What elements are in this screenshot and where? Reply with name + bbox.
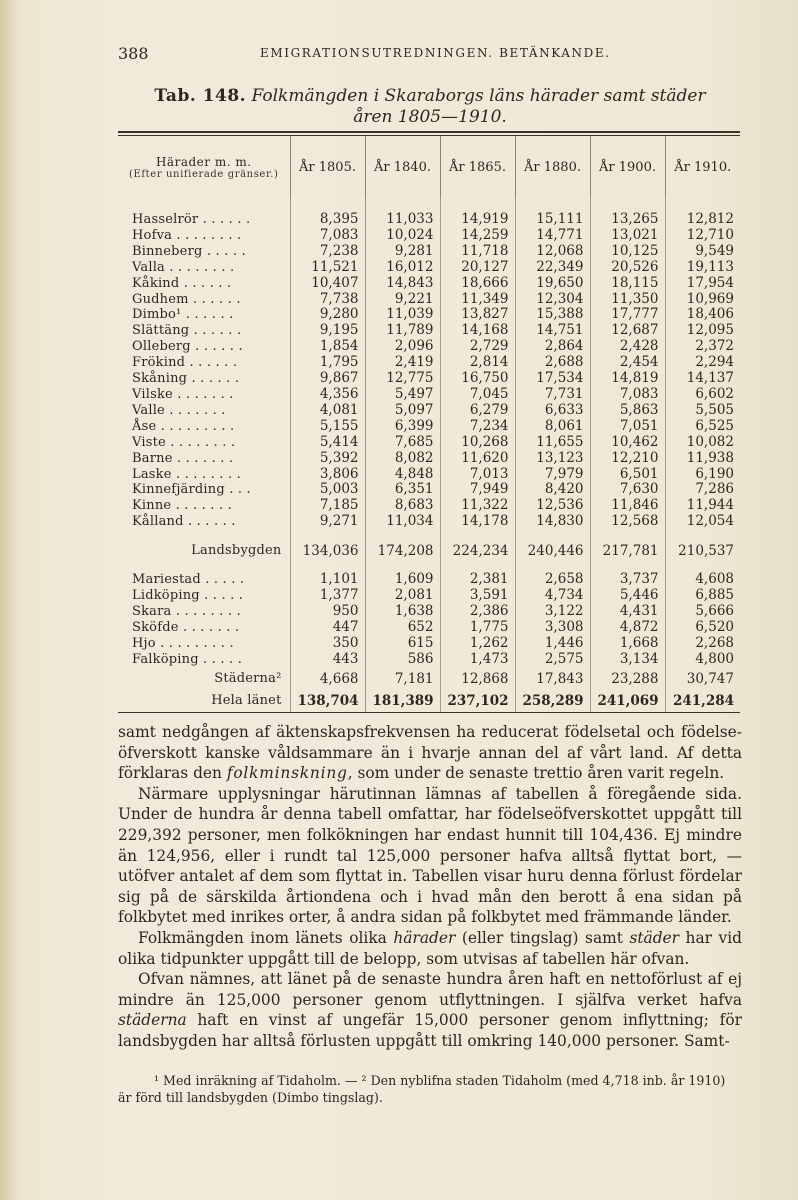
header-year: År 1805. [290,136,365,198]
table-header-row [118,136,740,198]
population-cell: 16,012 [365,260,440,276]
population-cell: 7,083 [590,387,665,403]
population-cell: 9,280 [290,307,365,323]
footnote-text: ¹ Med inräkning af Tidaholm. — ² Den nyblifna staden Tidaholm (med 4,718 inb. år 1910) är förd till landsbygden (Dimbo tingslag). [118,1073,726,1105]
population-cell: 12,536 [515,498,590,514]
population-cell: 14,771 [515,228,590,244]
population-cell: 18,406 [665,307,740,323]
population-cell: 6,501 [590,467,665,483]
text-run: har vid olika tidpunkter uppgått till de belopp, som utvisas af tabellen här ofvan. [118,928,742,968]
population-cell: 16,750 [440,371,515,387]
row-name: Hjo . . . . . . . . . [132,635,234,651]
spacer-cell [290,198,365,212]
population-cell: 9,271 [290,514,365,530]
row-name: Skara . . . . . . . . [132,603,241,619]
population-cell: 7,045 [440,387,515,403]
population-cell: 2,268 [665,636,740,652]
row-name: Städerna² [214,670,282,686]
population-cell: 6,520 [665,620,740,636]
harad-row [118,355,740,371]
population-cell: 20,526 [590,260,665,276]
population-cell: 11,718 [440,244,515,260]
spacer-cell [118,198,290,212]
spacer-cell [118,562,290,572]
population-cell: 241,069 [590,690,665,712]
population-cell: 7,685 [365,435,440,451]
header-year: År 1910. [665,136,740,198]
emphasis: städerna [118,1011,187,1030]
emphasis: folkminskning [226,764,348,783]
population-cell: 4,848 [365,467,440,483]
row-name: Kinnefjärding . . . [132,482,251,498]
footnote [118,1072,742,1106]
population-cell: 2,688 [515,355,590,371]
population-cell: 10,024 [365,228,440,244]
population-cell: 7,185 [290,498,365,514]
population-cell: 5,863 [590,403,665,419]
population-cell: 11,034 [365,514,440,530]
population-cell: 5,446 [590,588,665,604]
population-cell: 10,125 [590,244,665,260]
table-bottom-rule [118,712,740,713]
spacer-cell [665,198,740,212]
row-name: Åse . . . . . . . . . [132,418,235,434]
header-year: År 1880. [515,136,590,198]
population-cell: 3,134 [590,652,665,668]
population-cell: 447 [290,620,365,636]
population-cell: 14,259 [440,228,515,244]
row-name: Frökind . . . . . . [132,355,238,371]
population-cell: 224,234 [440,540,515,562]
population-cell: 1,854 [290,339,365,355]
text-run: haft en vinst af ungefär 15,000 personer genom inflyttning; för landsbygden har alltså förlusten uppgått till omkring 140,000 personer. Samt- [118,1011,742,1050]
population-cell: 18,115 [590,276,665,292]
paragraph [118,969,742,1051]
population-cell: 5,392 [290,451,365,467]
stad-row [118,636,740,652]
population-cell: 3,308 [515,620,590,636]
population-cell: 2,864 [515,339,590,355]
population-cell: 217,781 [590,540,665,562]
population-cell: 13,021 [590,228,665,244]
emphasis: städer [629,928,680,947]
harad-row [118,228,740,244]
population-cell: 1,795 [290,355,365,371]
staderna-row [118,668,740,690]
population-cell: 14,137 [665,371,740,387]
spacer-cell [515,198,590,212]
population-cell: 240,446 [515,540,590,562]
population-cell: 15,388 [515,307,590,323]
header-year: År 1900. [590,136,665,198]
population-cell: 12,812 [665,212,740,228]
header-name-line2: (Efter unifierade gränser.) [128,168,279,180]
row-name: Skåning . . . . . . [132,371,240,387]
population-cell: 12,095 [665,323,740,339]
population-cell: 5,003 [290,482,365,498]
population-cell: 3,591 [440,588,515,604]
population-cell: 4,734 [515,588,590,604]
population-cell: 20,127 [440,260,515,276]
population-cell: 12,710 [665,228,740,244]
table-title-line1: Folkmängden i Skaraborgs läns härader samt städer [251,86,706,106]
population-cell: 14,819 [590,371,665,387]
population-cell: 12,687 [590,323,665,339]
population-cell: 15,111 [515,212,590,228]
population-cell: 11,350 [590,292,665,308]
harad-row [118,387,740,403]
paragraph [118,722,742,784]
harad-row [118,339,740,355]
harad-row [118,451,740,467]
row-name: Valle . . . . . . . [132,402,226,418]
population-cell: 12,210 [590,451,665,467]
population-cell: 4,668 [290,668,365,690]
population-cell: 8,395 [290,212,365,228]
page-number: 388 [118,44,149,63]
population-cell: 11,039 [365,307,440,323]
population-cell: 3,122 [515,604,590,620]
row-name: Laske . . . . . . . . [132,466,241,482]
population-cell: 134,036 [290,540,365,562]
population-cell: 4,800 [665,652,740,668]
table-top-rule [118,131,740,133]
population-cell: 7,238 [290,244,365,260]
row-name: Sköfde . . . . . . . [132,619,240,635]
population-cell: 7,234 [440,419,515,435]
harad-row [118,307,740,323]
spacer-cell [440,530,515,540]
population-cell: 12,868 [440,668,515,690]
row-name: Hela länet [211,692,282,708]
population-cell: 2,658 [515,572,590,588]
text-run: Ofvan nämnes, att länet på de senaste hundra åren haft en nettoförlust af ej mindre än 125,000 personer genom utflyttningen. I själfva verket hafva [118,970,742,1009]
stad-row [118,588,740,604]
population-cell: 9,195 [290,323,365,339]
population-cell: 1,377 [290,588,365,604]
population-cell: 6,399 [365,419,440,435]
body-text [118,722,742,1052]
population-cell: 10,268 [440,435,515,451]
population-cell: 9,281 [365,244,440,260]
population-table [118,131,740,713]
population-cell: 14,830 [515,514,590,530]
hela-lanet-row [118,690,740,712]
population-cell: 6,279 [440,403,515,419]
row-name: Valla . . . . . . . . [132,259,235,275]
population-cell: 2,729 [440,339,515,355]
text-run: (eller tingslag) samt [455,928,630,947]
population-cell: 1,775 [440,620,515,636]
population-cell: 9,549 [665,244,740,260]
population-cell: 5,505 [665,403,740,419]
population-cell: 4,431 [590,604,665,620]
population-cell: 6,525 [665,419,740,435]
harad-row [118,403,740,419]
stad-row [118,604,740,620]
header-name-line1: Härader m. m. [155,154,252,169]
population-cell: 1,638 [365,604,440,620]
population-cell: 10,462 [590,435,665,451]
stad-row [118,620,740,636]
population-cell: 11,789 [365,323,440,339]
row-name: Hofva . . . . . . . . [132,227,242,243]
population-cell: 7,630 [590,482,665,498]
spacer-cell [515,530,590,540]
row-name: Dimbo¹ . . . . . . [132,307,234,323]
population-cell: 13,265 [590,212,665,228]
population-cell: 3,806 [290,467,365,483]
population-cell: 237,102 [440,690,515,712]
population-cell: 2,575 [515,652,590,668]
harad-row [118,276,740,292]
population-cell: 1,446 [515,636,590,652]
population-cell: 586 [365,652,440,668]
population-cell: 14,751 [515,323,590,339]
population-cell: 2,381 [440,572,515,588]
paragraph [118,928,742,969]
population-cell: 17,843 [515,668,590,690]
population-cell: 17,534 [515,371,590,387]
row-name: Hasselrör . . . . . . [132,212,251,227]
population-cell: 7,738 [290,292,365,308]
population-cell: 9,867 [290,371,365,387]
row-name: Lidköping . . . . . [132,588,244,604]
harad-row [118,467,740,483]
population-cell: 7,949 [440,482,515,498]
text-run: , som under de senaste trettio åren varit regeln. [347,764,725,783]
population-cell: 8,082 [365,451,440,467]
spacer-cell [440,198,515,212]
population-cell: 6,633 [515,403,590,419]
harad-row [118,212,740,228]
spacer-cell [590,198,665,212]
population-cell: 11,944 [665,498,740,514]
population-cell: 14,843 [365,276,440,292]
population-cell: 2,081 [365,588,440,604]
row-name: Vilske . . . . . . . [132,386,234,402]
harad-row [118,244,740,260]
population-cell: 12,068 [515,244,590,260]
row-name: Falköping . . . . . [132,651,243,667]
population-cell: 11,938 [665,451,740,467]
spacer-cell [290,530,365,540]
population-cell: 4,081 [290,403,365,419]
population-cell: 18,666 [440,276,515,292]
population-cell: 174,208 [365,540,440,562]
running-title: EMIGRATIONSUTREDNINGEN. BETÄNKANDE. [260,46,611,60]
spacer-row [118,530,740,540]
population-cell: 11,521 [290,260,365,276]
paragraph: Närmare upplysningar härutinnan lämnas af tabellen å föregående sida. Under de hundra år denna tabell omfattar, har födelseöfverskottet uppgått till 229,392 personer, men folkökningen har endast hunnit till 104,436. Ej mindre än 124,956, eller i rundt tal 125,000 personer hafva alltså flyttat bort, — utöfver antalet af dem som flyttat in. Tabellen visar huru denna förlust fördelar sig på de särskilda årtiondena och i hvad mån den berott å ena sidan på folkbytet med inrikes orter, å andra sidan på folkbytet med främmande länder. [118,784,742,927]
population-cell: 7,979 [515,467,590,483]
population-cell: 10,969 [665,292,740,308]
population-cell: 23,288 [590,668,665,690]
landsbygden-row [118,540,740,562]
header-name-column [118,136,290,198]
population-cell: 5,497 [365,387,440,403]
running-head [118,44,738,64]
row-name: Viste . . . . . . . . [132,434,236,450]
table-title-line2: åren 1805—1910. [353,107,507,127]
population-cell: 14,168 [440,323,515,339]
population-cell: 6,602 [665,387,740,403]
population-cell: 1,262 [440,636,515,652]
population-cell: 7,731 [515,387,590,403]
population-cell: 258,289 [515,690,590,712]
text-run: Folkmängden inom länets olika [138,928,394,947]
population-cell: 12,054 [665,514,740,530]
population-cell: 1,609 [365,572,440,588]
population-cell: 14,178 [440,514,515,530]
population-cell: 11,620 [440,451,515,467]
population-cell: 350 [290,636,365,652]
population-cell: 1,668 [590,636,665,652]
page-edge [0,0,16,1200]
population-cell: 9,221 [365,292,440,308]
population-cell: 19,113 [665,260,740,276]
population-cell: 8,420 [515,482,590,498]
population-cell: 615 [365,636,440,652]
population-cell: 12,568 [590,514,665,530]
spacer-cell [590,530,665,540]
stad-row [118,572,740,588]
population-cell: 2,419 [365,355,440,371]
population-cell: 4,608 [665,572,740,588]
header-year: År 1840. [365,136,440,198]
row-name: Kinne . . . . . . . [132,498,232,514]
harad-row [118,260,740,276]
row-name: Mariestad . . . . . [132,572,245,588]
population-cell: 17,954 [665,276,740,292]
population-cell: 2,372 [665,339,740,355]
population-cell: 6,885 [665,588,740,604]
population-cell: 13,827 [440,307,515,323]
population-cell: 14,919 [440,212,515,228]
stad-row [118,652,740,668]
row-name: Slättäng . . . . . . [132,323,242,339]
harad-row [118,482,740,498]
population-cell: 11,846 [590,498,665,514]
text-run: samt nedgången af äktenskapsfrekvensen ha reducerat födelsetal och födelseöfverskott kanske våldsammare än i hvarje annan del af vårt land. Af detta förklaras den [118,723,742,783]
population-cell: 12,304 [515,292,590,308]
population-cell: 2,096 [365,339,440,355]
population-cell: 4,872 [590,620,665,636]
row-name: Landsbygden [191,543,282,559]
population-cell: 2,428 [590,339,665,355]
population-cell: 7,013 [440,467,515,483]
population-cell: 1,101 [290,572,365,588]
emphasis: härader [393,928,456,947]
population-cell: 17,777 [590,307,665,323]
population-cell: 210,537 [665,540,740,562]
population-cell: 7,181 [365,668,440,690]
spacer-row [118,198,740,212]
population-cell: 4,356 [290,387,365,403]
population-cell: 11,349 [440,292,515,308]
population-cell: 652 [365,620,440,636]
row-name: Barne . . . . . . . [132,450,234,466]
population-cell: 1,473 [440,652,515,668]
harad-row [118,514,740,530]
population-cell: 2,814 [440,355,515,371]
population-cell: 7,051 [590,419,665,435]
population-cell: 181,389 [365,690,440,712]
spacer-cell [665,530,740,540]
row-name: Olleberg . . . . . . [132,339,243,355]
population-cell: 3,737 [590,572,665,588]
population-cell: 7,083 [290,228,365,244]
row-name: Binneberg . . . . . [132,243,246,259]
harad-row [118,419,740,435]
population-cell: 6,190 [665,467,740,483]
population-cell: 12,775 [365,371,440,387]
population-cell: 11,655 [515,435,590,451]
population-cell: 443 [290,652,365,668]
row-name: Kålland . . . . . . [132,514,236,530]
population-cell: 10,407 [290,276,365,292]
header-year: År 1865. [440,136,515,198]
spacer-cell [365,530,440,540]
population-cell: 11,322 [440,498,515,514]
table-label: Tab. 148. [154,86,247,106]
harad-row [118,435,740,451]
spacer-cell [118,530,290,540]
table-caption [110,86,750,128]
population-cell: 13,123 [515,451,590,467]
population-cell: 22,349 [515,260,590,276]
population-cell: 19,650 [515,276,590,292]
harad-row [118,498,740,514]
population-cell: 8,683 [365,498,440,514]
population-cell: 5,666 [665,604,740,620]
row-name: Kåkind . . . . . . [132,275,232,291]
population-cell: 5,155 [290,419,365,435]
population-cell: 2,386 [440,604,515,620]
population-cell: 10,082 [665,435,740,451]
population-cell: 11,033 [365,212,440,228]
population-cell: 8,061 [515,419,590,435]
harad-row [118,292,740,308]
population-cell: 950 [290,604,365,620]
population-cell: 2,294 [665,355,740,371]
population-cell: 6,351 [365,482,440,498]
population-cell: 241,284 [665,690,740,712]
harad-row [118,371,740,387]
harad-row [118,323,740,339]
population-cell: 5,414 [290,435,365,451]
population-cell: 30,747 [665,668,740,690]
population-cell: 138,704 [290,690,365,712]
row-name: Gudhem . . . . . . [132,291,241,307]
population-cell: 5,097 [365,403,440,419]
population-cell: 2,454 [590,355,665,371]
population-cell: 7,286 [665,482,740,498]
spacer-cell [365,198,440,212]
